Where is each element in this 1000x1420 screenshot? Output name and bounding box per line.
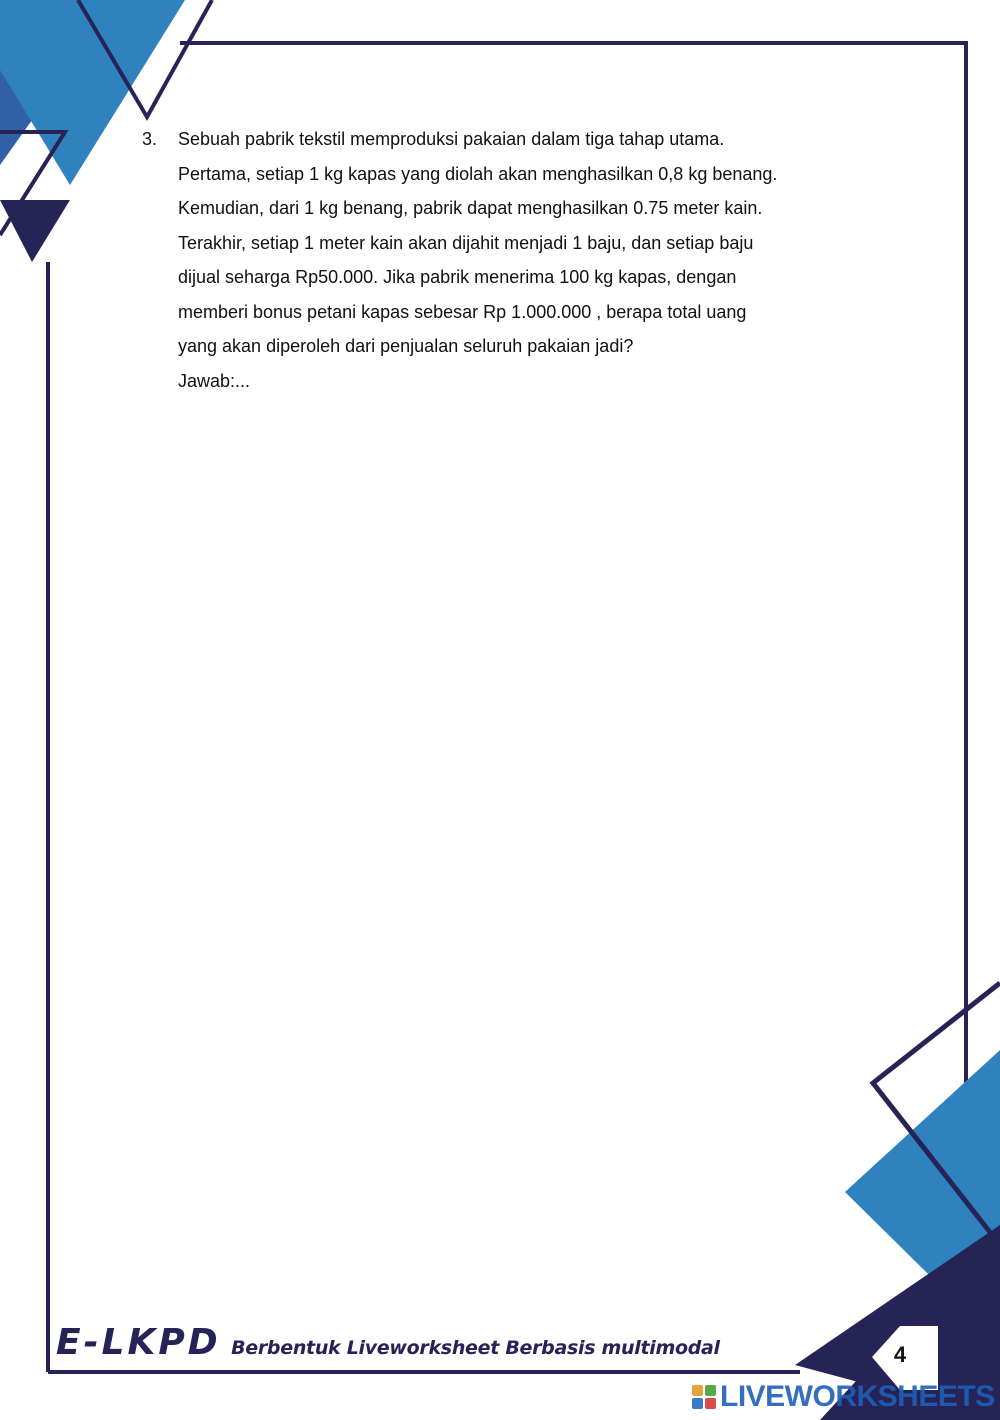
answer-label: Jawab:... xyxy=(178,370,251,391)
liveworksheets-text: LIVEWORKSHEETS xyxy=(720,1380,995,1413)
answer-area[interactable] xyxy=(178,400,938,1260)
question-line: Kemudian, dari 1 kg benang, pabrik dapat menghasilkan 0.75 meter kain. xyxy=(178,198,763,218)
page-number: 4 xyxy=(893,1342,907,1367)
question-line: Pertama, setiap 1 kg kapas yang diolah akan menghasilkan 0,8 kg benang. xyxy=(178,163,778,184)
liveworksheets-watermark xyxy=(692,1380,995,1414)
footer-title xyxy=(56,1322,720,1363)
question-line: dijual seharga Rp50.000. Jika pabrik menerima 100 kg kapas, dengan xyxy=(178,267,737,287)
question-line: Sebuah pabrik tekstil memproduksi pakaian dalam tiga tahap utama. xyxy=(178,129,725,149)
top-left-small-navy-triangle xyxy=(0,200,70,262)
question-line: yang akan diperoleh dari penjualan seluruh pakaian jadi? xyxy=(178,336,634,356)
footer-brand: E-LKPD xyxy=(56,1322,221,1363)
question-line: Terakhir, setiap 1 meter kain akan dijahit menjadi 1 baju, dan setiap baju xyxy=(178,232,754,253)
footer-subtitle: Berbentuk Liveworksheet Berbasis multimodal xyxy=(231,1337,720,1359)
question-line: memberi bonus petani kapas sebesar Rp 1.000.000 , berapa total uang xyxy=(178,301,747,322)
question-3 xyxy=(142,122,862,398)
liveworksheets-logo-icon xyxy=(692,1385,716,1409)
question-text xyxy=(178,122,862,398)
question-number: 3. xyxy=(142,129,158,149)
